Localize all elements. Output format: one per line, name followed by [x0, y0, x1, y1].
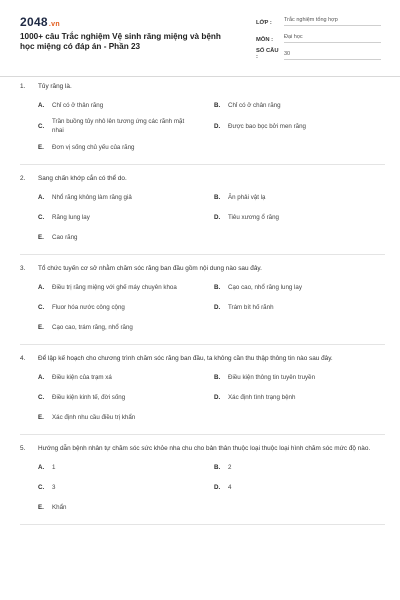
meta-subject-label: MÔN : — [256, 37, 274, 43]
option-letter: A. — [38, 101, 45, 109]
meta-class-row — [256, 12, 381, 26]
header-divider — [0, 76, 400, 77]
option-text: Tiêu xương ổ răng — [228, 213, 279, 221]
question — [20, 82, 385, 165]
option-text: Xác định tình trạng bệnh — [228, 393, 296, 401]
question-text — [20, 264, 385, 274]
option-letter: D. — [214, 303, 221, 311]
question — [20, 264, 385, 345]
option-letter: A. — [38, 193, 45, 201]
question-body: Để lập kế hoạch cho chương trình chăm sóc răng ban đầu, ta không cần thu thập thông tin nào sau đây. — [38, 355, 333, 362]
option-text: 4 — [228, 483, 232, 491]
option-text: Chỉ có ở chân răng — [228, 101, 281, 109]
option-text: Ăn phải vật lạ — [228, 193, 266, 201]
option-letter: E. — [38, 143, 44, 151]
question-body: Hướng dẫn bệnh nhân tự chăm sóc sức khỏe nha chu cho bản thân thuộc loại thuộc loại hình chăm sóc mức độ nào. — [38, 445, 371, 452]
question-list — [20, 82, 385, 534]
option-c[interactable] — [38, 299, 210, 315]
page-title: 1000+ câu Trắc nghiệm Vệ sinh răng miệng và bệnh học miệng có đáp án - Phần 23 — [20, 32, 221, 51]
option-text: Răng lung lay — [52, 213, 90, 221]
option-list — [38, 279, 385, 335]
question-text — [20, 354, 385, 364]
question-body: Sang chấn khớp cắn có thể do. — [38, 175, 127, 182]
option-letter: C. — [38, 213, 45, 221]
option-b[interactable] — [214, 459, 386, 475]
meta-subject-value: Đại học — [284, 34, 381, 43]
option-a[interactable] — [38, 97, 210, 113]
option-e[interactable] — [38, 229, 386, 245]
option-e[interactable] — [38, 409, 386, 425]
question-body: Tủy răng là. — [38, 83, 72, 90]
option-c[interactable] — [38, 479, 210, 495]
option-letter: B. — [214, 283, 221, 291]
meta-subject-row — [256, 29, 381, 43]
option-text: Điều kiện thông tin tuyên truyền — [228, 373, 316, 381]
option-text: Điều trị răng miệng với ghế máy chuyên khoa — [52, 283, 177, 291]
question-number: 4. — [20, 355, 26, 362]
option-e[interactable] — [38, 499, 386, 515]
option-e[interactable] — [38, 139, 386, 155]
option-d[interactable] — [214, 117, 386, 135]
option-letter: B. — [214, 193, 221, 201]
option-letter: E. — [38, 323, 44, 331]
option-letter: C. — [38, 122, 45, 130]
option-letter: D. — [214, 393, 221, 401]
option-text: 3 — [52, 483, 56, 491]
meta-panel — [256, 12, 381, 63]
option-d[interactable] — [214, 479, 386, 495]
option-text: Trám bít hố rãnh — [228, 303, 274, 311]
question-number: 3. — [20, 265, 26, 272]
option-d[interactable] — [214, 209, 386, 225]
header — [0, 0, 400, 76]
option-text: Điều kiện của trạm xá — [52, 373, 112, 381]
option-text: Fluor hóa nước công cộng — [52, 303, 125, 311]
question-text — [20, 82, 385, 92]
option-c[interactable] — [38, 389, 210, 405]
option-text: Nhổ răng không làm răng giả — [52, 193, 132, 201]
option-b[interactable] — [214, 97, 386, 113]
question-number: 1. — [20, 83, 26, 90]
question-text — [20, 444, 385, 454]
option-letter: D. — [214, 483, 221, 491]
question — [20, 354, 385, 435]
option-text: Được bao bọc bởi men răng — [228, 122, 306, 130]
option-letter: A. — [38, 463, 45, 471]
option-list — [38, 459, 385, 515]
option-text: Cạo cao, nhổ răng lung lay — [228, 283, 302, 291]
option-text: Khẩn — [52, 503, 67, 511]
logo-suffix: .vn — [48, 21, 60, 28]
option-text: Cạo cao, trám răng, nhổ răng — [52, 323, 133, 331]
option-b[interactable] — [214, 189, 386, 205]
option-text: Chỉ có ở thân răng — [52, 101, 104, 109]
meta-count-row — [256, 46, 381, 60]
option-b[interactable] — [214, 279, 386, 295]
option-list — [38, 369, 385, 425]
meta-class-label: LỚP : — [256, 20, 272, 26]
option-letter: E. — [38, 413, 44, 421]
option-text: Cao răng — [52, 233, 78, 241]
option-list — [38, 189, 385, 245]
option-letter: B. — [214, 463, 221, 471]
option-e[interactable] — [38, 319, 386, 335]
option-text: 2 — [228, 463, 232, 471]
option-d[interactable] — [214, 299, 386, 315]
option-a[interactable] — [38, 459, 210, 475]
option-letter: E. — [38, 233, 44, 241]
option-b[interactable] — [214, 369, 386, 385]
site-logo[interactable] — [20, 15, 60, 29]
option-letter: E. — [38, 503, 44, 511]
option-text: Xác định nhu cầu điều trị khẩn — [52, 413, 136, 421]
question — [20, 174, 385, 255]
option-letter: D. — [214, 213, 221, 221]
option-a[interactable] — [38, 279, 210, 295]
option-text: 1 — [52, 463, 56, 471]
option-a[interactable] — [38, 369, 210, 385]
option-letter: A. — [38, 373, 45, 381]
question-number: 5. — [20, 445, 26, 452]
option-letter: D. — [214, 122, 221, 130]
option-letter: C. — [38, 483, 45, 491]
option-text: Điều kiện kinh tế, đời sống — [52, 393, 126, 401]
question — [20, 444, 385, 525]
option-letter: B. — [214, 373, 221, 381]
logo-number: 2048 — [20, 15, 48, 29]
question-number: 2. — [20, 175, 26, 182]
question-body: Tổ chức tuyến cơ sở nhằm chăm sóc răng ban đầu gồm nội dung nào sau đây. — [38, 265, 262, 272]
meta-class-value: Trắc nghiệm tổng hợp — [284, 17, 381, 26]
option-letter: C. — [38, 303, 45, 311]
option-list — [38, 97, 385, 155]
option-letter: B. — [214, 101, 221, 109]
option-d[interactable] — [214, 389, 386, 405]
option-c[interactable] — [38, 117, 210, 135]
meta-count-label: SỐ CÂU : — [256, 48, 279, 60]
meta-count-value: 30 — [284, 51, 381, 60]
question-text — [20, 174, 385, 184]
option-text: Trần buồng tủy nhô lên tương ứng các rãnh mặt nhai — [52, 118, 185, 134]
option-letter: A. — [38, 283, 45, 291]
option-text: Đơn vị sống chủ yếu của răng — [52, 143, 135, 151]
option-c[interactable] — [38, 209, 210, 225]
option-a[interactable] — [38, 189, 210, 205]
option-letter: C. — [38, 393, 45, 401]
